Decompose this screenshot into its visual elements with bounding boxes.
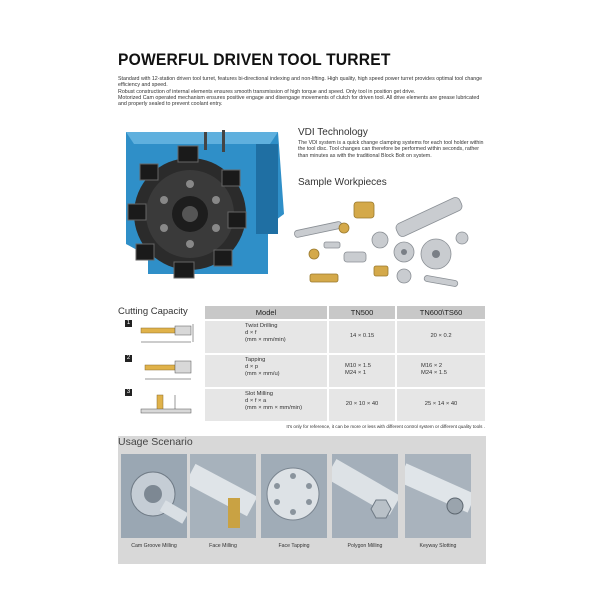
- usage-caption: Cam Groove Milling: [131, 543, 177, 549]
- row-number: 2: [126, 355, 131, 361]
- usage-caption: Keyway Slotting: [419, 543, 457, 549]
- table-row: [205, 355, 485, 387]
- cell-line: M24 × 1: [345, 370, 367, 376]
- cell-line: (mm × mm/min): [245, 337, 286, 343]
- cell-line: (mm × mm/u): [245, 371, 280, 377]
- sample-workpieces-image: [284, 192, 484, 298]
- tn600-cell: 25 × 14 × 40: [424, 401, 458, 407]
- intro-paragraph: Standard with 12-station driven tool turret, features bi-directional indexing and non-lifting. High quality, high speed power turret provides optimal tool change efficiency and speed.: [118, 76, 483, 89]
- tn500-cell: 14 × 0.15: [349, 333, 375, 339]
- model-cell: [205, 391, 327, 423]
- intro-paragraph: Motorized Cam operated mechanism ensures positive engage and disengage movements of clutch for driven tool. All drive elements are grease lubricated and properly sealed to prevent coolant entry.: [118, 94, 480, 108]
- slot-milling-diagram: [125, 389, 200, 417]
- tn500-cell: 20 × 10 × 40: [345, 401, 379, 407]
- vdi-title: VDI Technology: [298, 127, 368, 138]
- cell-line: (mm × mm × mm/min): [245, 405, 302, 411]
- intro-text: [118, 76, 488, 107]
- face-milling-image: [190, 454, 256, 538]
- table-row: [205, 321, 485, 353]
- usage-scenario-panel: [118, 436, 486, 564]
- table-divider: [327, 306, 329, 438]
- cell-line: d × f: [245, 330, 257, 336]
- page-title: POWERFUL DRIVEN TOOL TURRET: [118, 50, 391, 69]
- polygon-milling-image: [332, 454, 398, 538]
- table-row: [205, 389, 485, 421]
- twist-drill-diagram: [125, 320, 200, 348]
- cell-line: Twist Drilling: [245, 323, 278, 329]
- model-cell: [205, 323, 327, 355]
- header-model: Model: [205, 306, 327, 319]
- keyway-slotting-image: [405, 454, 471, 538]
- header-tn600: TN600\TS60: [397, 306, 485, 319]
- cell-line: Slot Milling: [245, 391, 274, 397]
- usage-caption: Polygon Milling: [347, 543, 383, 549]
- cell-line: Tapping: [245, 357, 266, 363]
- cell-line: M24 × 1.5: [421, 370, 447, 376]
- model-cell: [205, 357, 327, 389]
- intro-paragraph: Robust construction of internal elements ensures smooth transmission of high torque and speed. Only tool in position get drive.: [118, 88, 416, 95]
- cell-line: M10 × 1.5: [345, 363, 371, 369]
- cell-line: M16 × 2: [421, 363, 443, 369]
- tn600-cell: 20 × 0.2: [430, 333, 452, 339]
- row-number: 3: [126, 389, 131, 395]
- turret-image: [118, 124, 288, 296]
- cutting-capacity-title: Cutting Capacity: [118, 306, 188, 317]
- usage-caption: Face Tapping: [278, 543, 310, 549]
- row-number: 1: [126, 320, 131, 326]
- reference-note: It's only for reference, it can be more or less with different control system or different quality tools .: [286, 424, 485, 429]
- cutting-capacity-table: [205, 306, 485, 438]
- usage-scenario-title: Usage Scenario: [118, 436, 193, 448]
- header-tn500: TN500: [329, 306, 395, 319]
- cell-line: d × p: [245, 364, 259, 370]
- cell-line: d × f × a: [245, 398, 267, 404]
- cam-groove-milling-image: [121, 454, 187, 538]
- usage-caption: Face Milling: [209, 543, 237, 549]
- face-tapping-image: [261, 454, 327, 538]
- vdi-text: The VDI system is a quick change clamping systems for each tool holder within the tool disc. Tool changes can therefore be performed within seconds, rather than minutes as with the traditional Block Bolt on system.: [298, 140, 484, 159]
- tapping-diagram: [125, 355, 200, 383]
- sample-workpieces-title: Sample Workpieces: [298, 177, 387, 188]
- table-divider: [395, 306, 397, 438]
